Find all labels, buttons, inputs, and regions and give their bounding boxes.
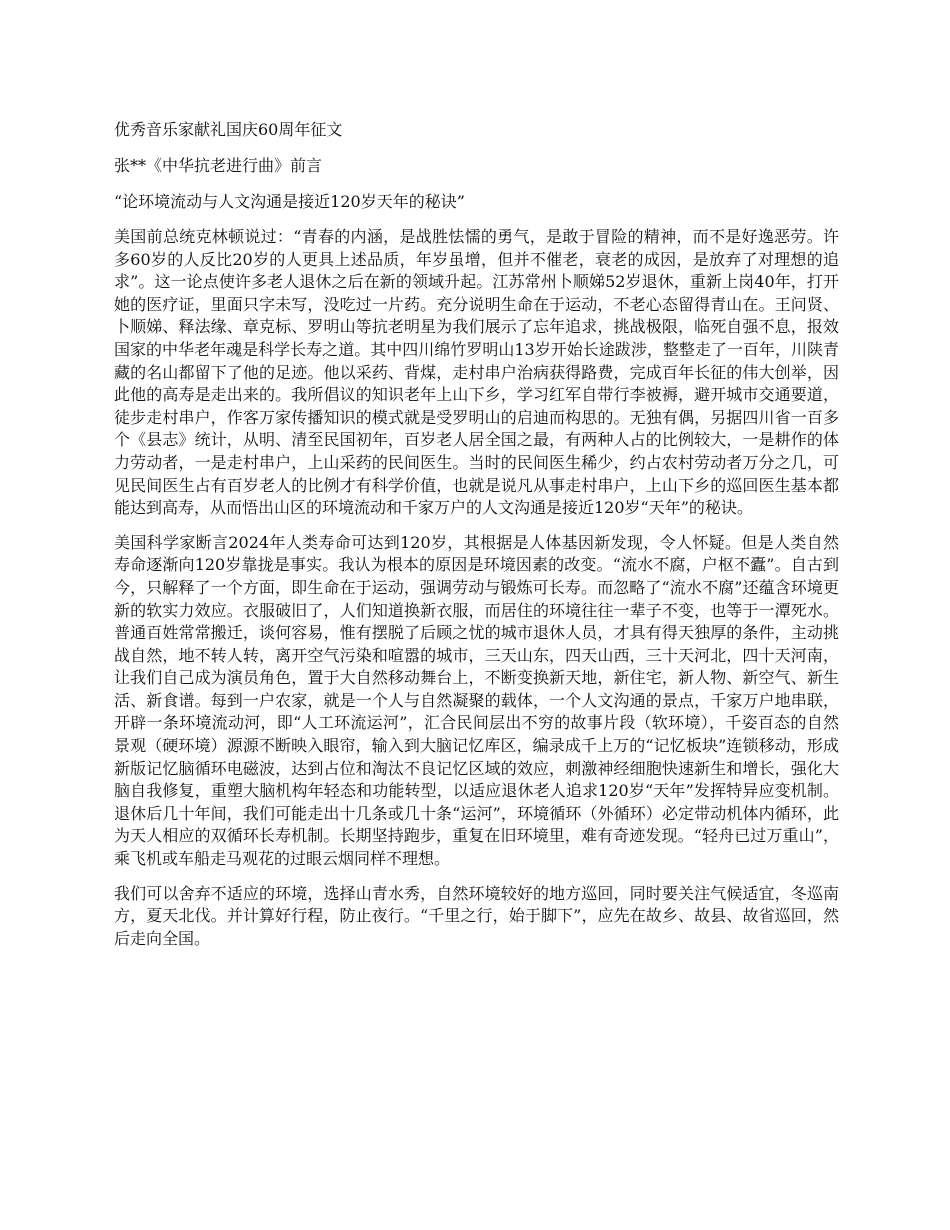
document-subtitle: 张**《中华抗老进行曲》前言	[114, 156, 323, 175]
body-paragraph-1: 美国前总统克林顿说过：“青春的内涵，是战胜怯懦的勇气，是敢于冒险的精神，而不是好逸恶劳。许多60岁的人反比20岁的人更具上述品质，年岁虽增，但并不催老，衰老的成因，是放弃了对理想的追求”。这一论点使许多老人退休之后在新的领域升起。江苏常州卜顺娣52岁退休，重新上岗40年，打开她的医疗证，里面只字未写，没吃过一片药。充分说明生命在于运动，不老心态留得青山在。王问贤、卜顺娣、释法缘、章克标、罗明山等抗老明星为我们展示了忘年追求，挑战极限，临死自强不息，报效国家的中华老年魂是科学长寿之道。其中四川绵竹罗明山13岁开始长途跋涉，整整走了一百年，川陕青藏的名山都留下了他的足迹。他以采药、背煤，走村串户治病获得路费，完成百年长征的伟大创举，因此他的高寿是走出来的。我所倡议的知识老年上山下乡，学习红军自带行李被褥，避开城市交通要道，徒步走村串户，作客万家传播知识的模式就是受罗明山的启迪而构思的。无独有偶，另据四川省一百多个《县志》统计，从明、清至民国初年，百岁老人居全国之最，有两种人占的比例较大，一是耕作的体力劳动者，一是走村串户，上山采药的民间医生。当时的民间医生稀少，约占农村劳动者万分之几，可见民间医生占有百岁老人的比例才有科学价值，也就是说凡从事走村串户，上山下乡的巡回医生基本都能达到高寿，从而悟出山区的环境流动和千家万户的人文沟通是接近120岁“天年”的秘诀。	[114, 227, 839, 518]
document-page	[114, 118, 839, 962]
body-paragraph-3: 我们可以舍弃不适应的环境，选择山青水秀，自然环境较好的地方巡回，同时要关注气候适宜，冬巡南方，夏天北伐。并计算好行程，防止夜行。“千里之行，始于脚下”，应先在故乡、故县、故省巡回，然后走向全国。	[114, 883, 839, 948]
document-heading: “论环境流动与人文沟通是接近120岁天年的秘诀”	[114, 192, 465, 211]
document-title: 优秀音乐家献礼国庆60周年征文	[114, 120, 343, 139]
body-paragraph-2: 美国科学家断言2024年人类寿命可达到120岁，其根据是人体基因新发现，令人怀疑。但是人类自然寿命逐渐向120岁靠拢是事实。我认为根本的原因是环境因素的改变。“流水不腐，户枢不蠹”。自古到今，只解释了一个方面，即生命在于运动，强调劳动与锻炼可长寿。而忽略了“流水不腐”还蕴含环境更新的软实力效应。衣服破旧了，人们知道换新衣服，而居住的环境往往一辈子不变，也等于一潭死水。普通百姓常常搬迁，谈何容易，惟有摆脱了后顾之忧的城市退休人员，才具有得天独厚的条件，主动挑战自然，地不转人转，离开空气污染和喧嚣的城市，三天山东，四天山西，三十天河北，四十天河南，让我们自己成为演员角色，置于大自然移动舞台上，不断变换新天地，新住宅，新人物、新空气、新生活、新食谱。每到一户农家，就是一个人与自然凝聚的载体，一个人文沟通的景点，千家万户地串联，开辟一条环境流动河，即“人工环流运河”，汇合民间层出不穷的故事片段（软环境），千姿百态的自然景观（硬环境）源源不断映入眼帘，输入到大脑记忆库区，编录成千上万的“记忆板块”连锁移动，形成新版记忆脑循环电磁波，达到占位和淘汰不良记忆区域的效应，刺激神经细胞快速新生和增长，强化大脑自我修复，重塑大脑机构年轻态和功能转型，以适应退休老人追求120岁“天年”发挥特异应变机制。退休后几十年间，我们可能走出十几条或几十条“运河”，环境循环（外循环）必定带动机体内循环，此为天人相应的双循环长寿机制。长期坚持跑步，重复在旧环境里，难有奇迹发现。“轻舟已过万重山”，乘飞机或车船走马观花的过眼云烟同样不理想。	[114, 532, 839, 869]
